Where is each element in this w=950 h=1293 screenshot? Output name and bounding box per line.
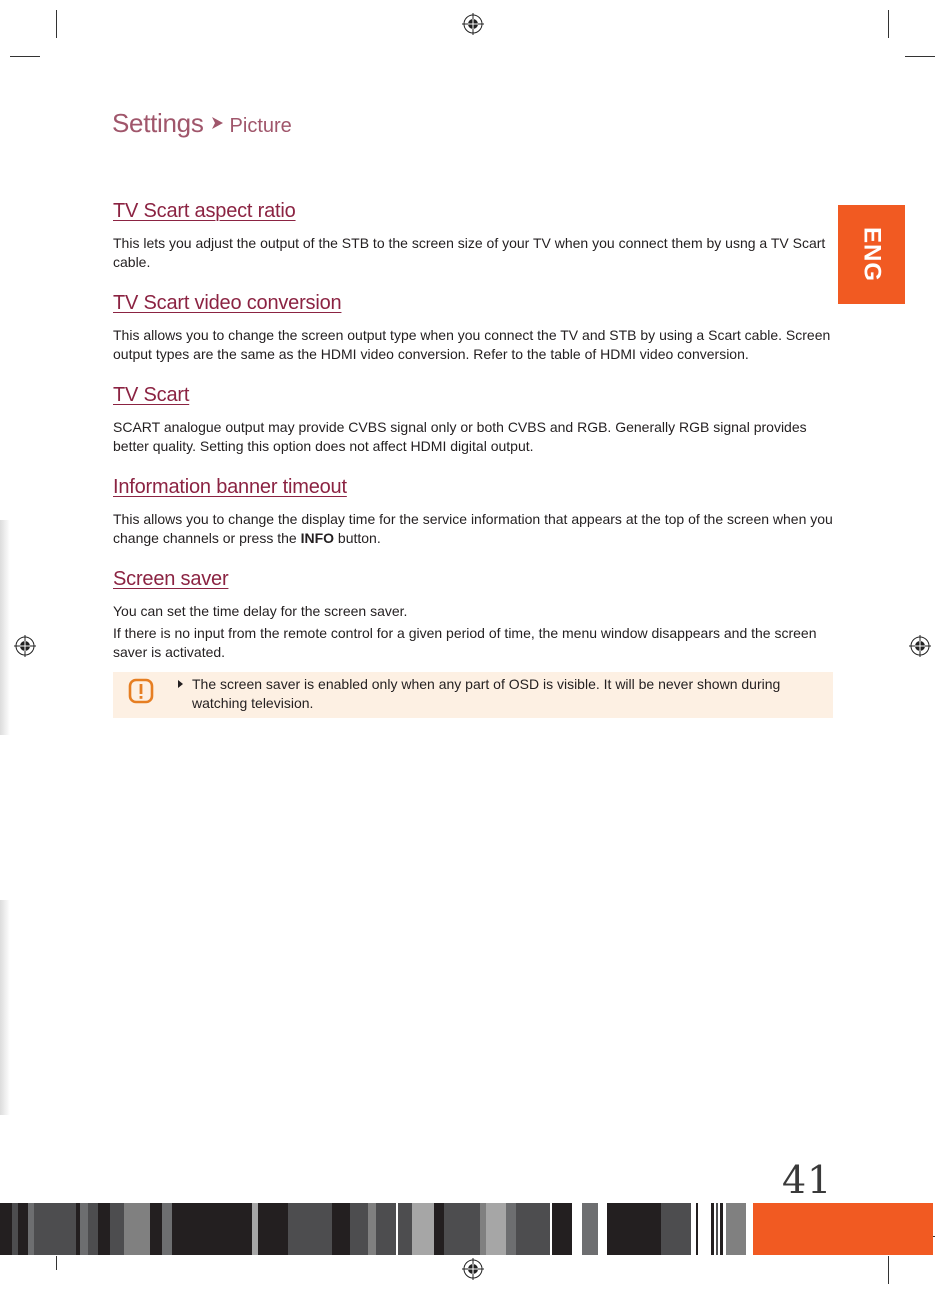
crop-mark	[905, 56, 935, 57]
info-button-label: INFO	[300, 530, 335, 546]
bullet-arrow-icon	[178, 680, 183, 688]
section-paragraph: This lets you adjust the output of the STB to the screen size of your TV when you connect them by usng a TV Scart cable.	[113, 235, 826, 270]
section-tv-scart-video-conversion	[113, 290, 833, 364]
paragraph-text: This allows you to change the display time for the service information that appears at the top of the screen when you change channels or press the	[113, 511, 833, 546]
page-number: 41	[782, 1158, 833, 1202]
crop-mark	[888, 1256, 889, 1284]
page-edge-shadow	[0, 900, 10, 1115]
section-heading: TV Scart video conversion	[113, 292, 342, 314]
crop-mark	[10, 56, 40, 57]
section-heading: TV Scart aspect ratio	[113, 200, 296, 222]
section-paragraph: This allows you to change the screen output type when you connect the TV and STB by using a Scart cable. Screen output types are the same as the HDMI video conversion. Refer to the table of HDMI video conversion.	[113, 327, 831, 362]
footer-decorative-bar	[0, 1203, 933, 1255]
section-heading: TV Scart	[113, 384, 190, 406]
crop-mark	[888, 10, 889, 38]
registration-mark-icon	[14, 635, 36, 657]
note-text-content: The screen saver is enabled only when any part of OSD is visible. It will be never shown during watching television.	[192, 676, 781, 711]
breadcrumb-section: Settings	[112, 108, 204, 138]
crop-mark	[56, 10, 57, 38]
section-heading: Information banner timeout	[113, 476, 347, 498]
chevron-right-icon	[210, 116, 224, 130]
section-heading: Screen saver	[113, 568, 229, 590]
registration-mark-icon	[909, 635, 931, 657]
main-content	[113, 198, 833, 718]
language-tab	[838, 205, 905, 304]
note-text	[178, 675, 833, 713]
section-tv-scart-aspect-ratio	[113, 198, 833, 272]
crop-mark	[56, 1256, 57, 1270]
section-information-banner-timeout	[113, 474, 833, 548]
page-edge-shadow	[0, 520, 10, 735]
section-screen-saver	[113, 566, 833, 662]
registration-mark-icon	[462, 1258, 484, 1280]
note-box	[113, 672, 833, 718]
registration-mark-icon	[462, 13, 484, 35]
language-tab-label: ENG	[858, 226, 886, 282]
paragraph-text: button.	[334, 530, 381, 546]
breadcrumb-subsection: Picture	[229, 115, 292, 137]
breadcrumb	[112, 108, 292, 139]
caution-icon	[128, 678, 154, 704]
section-paragraph: If there is no input from the remote control for a given period of time, the menu window disappears and the screen saver is activated.	[113, 625, 817, 660]
section-paragraph	[113, 510, 833, 548]
section-paragraph: SCART analogue output may provide CVBS signal only or both CVBS and RGB. Generally RGB signal provides better quality. Setting this option does not affect HDMI digital output.	[113, 419, 807, 454]
section-tv-scart	[113, 382, 833, 456]
section-paragraph: You can set the time delay for the screen saver.	[113, 603, 408, 619]
